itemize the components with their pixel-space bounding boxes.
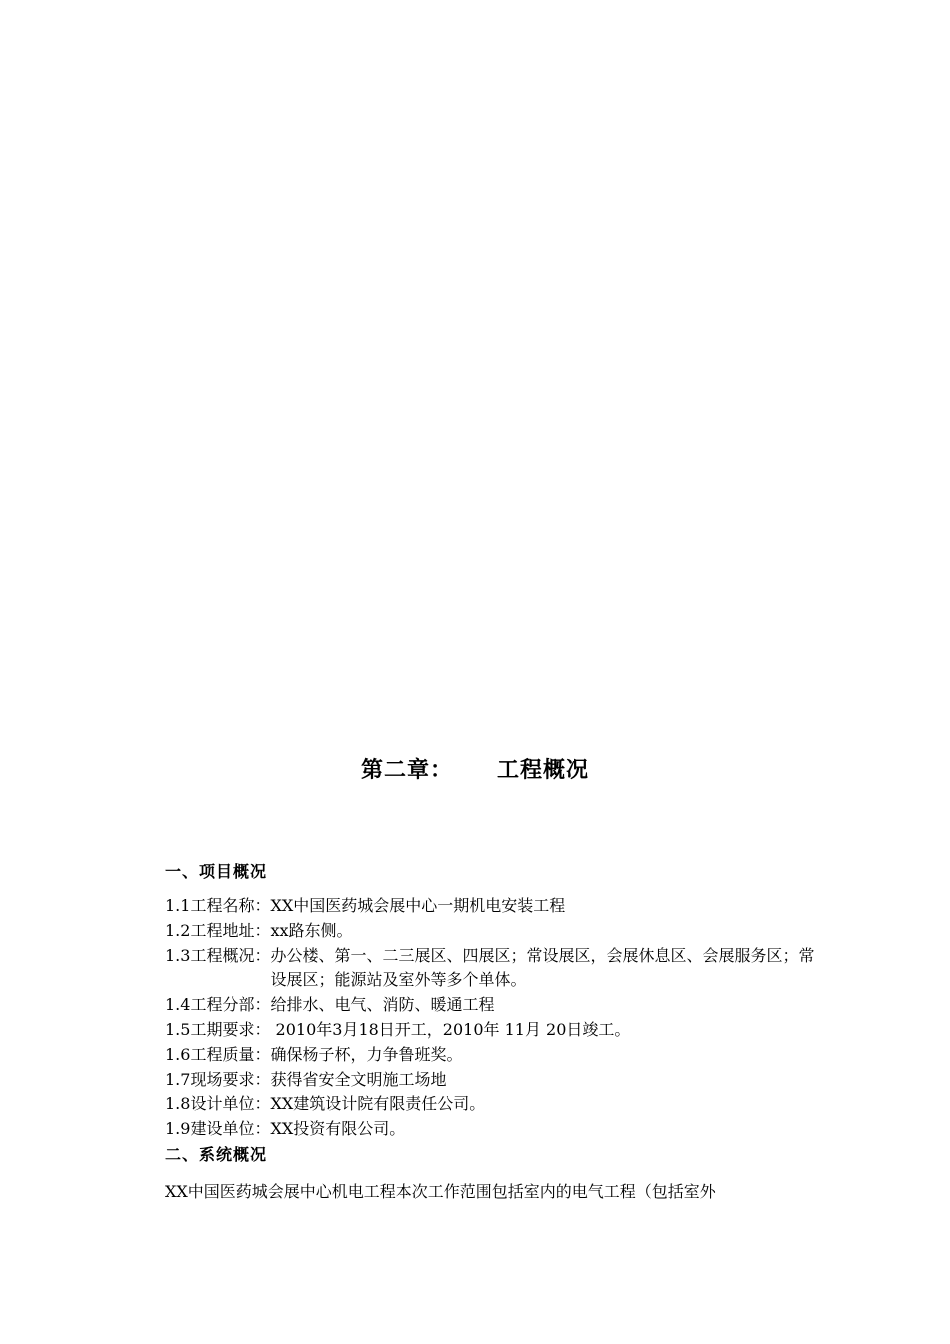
chapter-number: 第二章： xyxy=(360,758,453,783)
item-label: 1.3工程概况： xyxy=(165,945,271,965)
item-value: 获得省安全文明施工场地 xyxy=(270,1069,447,1089)
item-value: 确保杨子杯，力争鲁班奖。 xyxy=(270,1044,463,1064)
list-item xyxy=(165,1043,845,1068)
item-label: 1.4工程分部： xyxy=(165,995,271,1015)
project-item-list xyxy=(165,894,845,1142)
list-item xyxy=(165,894,845,919)
list-item xyxy=(165,1092,845,1117)
item-value: xx路东侧。 xyxy=(270,920,353,940)
section-heading-project-overview: 一、项目概况 xyxy=(165,862,268,881)
item-value: 2010年3月18日开工，2010年 11月 20日竣工。 xyxy=(270,1019,631,1039)
item-value: XX投资有限公司。 xyxy=(270,1119,406,1139)
list-item xyxy=(165,1117,845,1142)
item-value: 办公楼、第一、二三展区、四展区；常设展区，会展休息区、会展服务区；常设展区；能源站及室外等多个单体。 xyxy=(270,945,815,990)
system-overview-paragraph: XX中国医药城会展中心机电工程本次工作范围包括室内的电气工程（包括室外 xyxy=(165,1182,716,1201)
list-item xyxy=(165,1018,845,1043)
item-label: 1.8设计单位： xyxy=(165,1094,271,1114)
list-item xyxy=(165,944,845,994)
item-label: 1.5工期要求： xyxy=(165,1019,271,1039)
list-item xyxy=(165,993,845,1018)
item-label: 1.6工程质量： xyxy=(165,1044,271,1064)
item-label: 1.7现场要求： xyxy=(165,1069,271,1089)
item-value: 给排水、电气、消防、暖通工程 xyxy=(270,995,495,1015)
item-value: XX建筑设计院有限责任公司。 xyxy=(270,1094,486,1114)
item-label: 1.9建设单位： xyxy=(165,1119,271,1139)
list-item xyxy=(165,919,845,944)
item-label: 1.1工程名称： xyxy=(165,896,271,915)
item-value: XX中国医药城会展中心一期机电安装工程 xyxy=(270,896,566,915)
list-item xyxy=(165,1068,845,1093)
chapter-title-text: 工程概况 xyxy=(497,758,590,783)
chapter-title xyxy=(0,756,950,786)
section-heading-system-overview: 二、系统概况 xyxy=(165,1145,268,1164)
item-label: 1.2工程地址： xyxy=(165,920,271,940)
